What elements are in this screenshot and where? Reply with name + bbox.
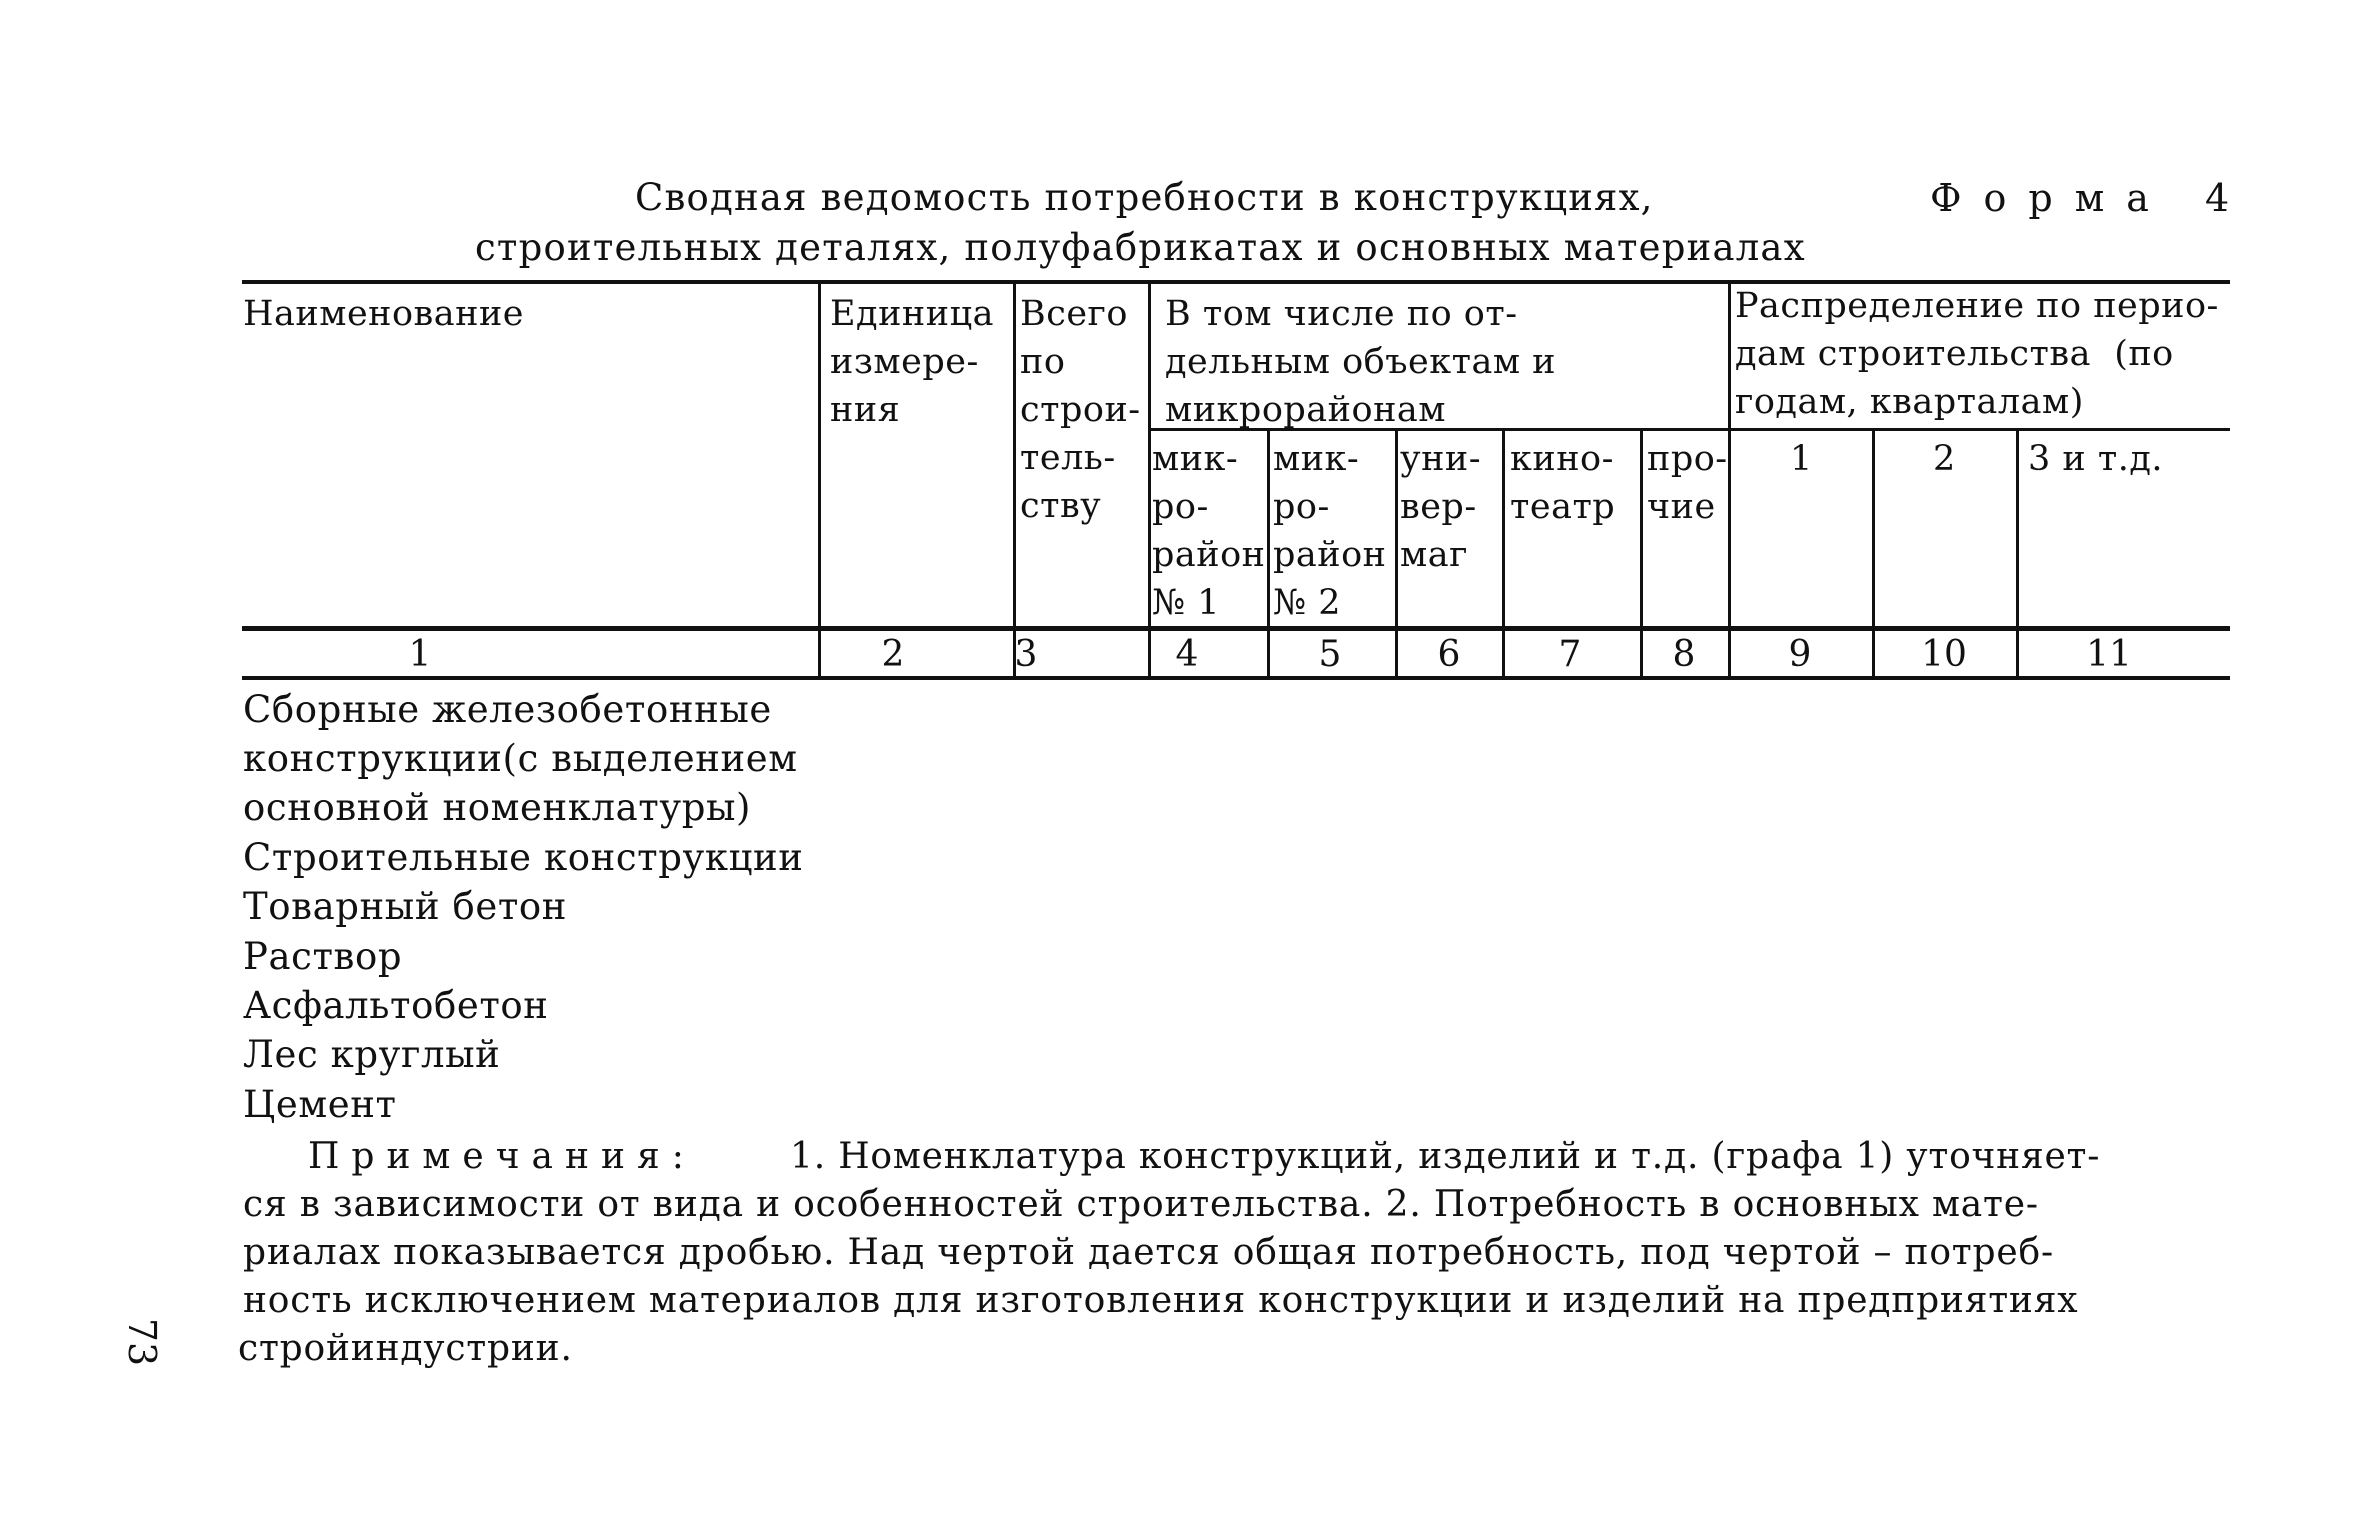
notes-line: 1. Номенклатура конструкций, изделий и т.д. (графа 1) уточняет-: [790, 1136, 2101, 1177]
notes-line: стройиндустрии.: [238, 1328, 573, 1369]
list-item: Асфальтобетон: [243, 984, 549, 1027]
list-item: Цемент: [243, 1083, 397, 1126]
list-item: Раствор: [243, 935, 403, 978]
header-micro-1: мик- ро- район № 1: [1152, 439, 1266, 623]
header-micro-2: мик- ро- район № 2: [1273, 439, 1387, 623]
header-total: Всего по строи- тель- ству: [1020, 294, 1141, 526]
header-period-2: 2: [1933, 439, 1956, 479]
list-item: конструкции(с выделением: [243, 737, 798, 780]
column-number: 8: [1672, 634, 1696, 675]
column-number: 3: [1014, 634, 1038, 675]
header-cinema: кино- театр: [1510, 439, 1616, 527]
header-distribution: Распределение по перио- дам строительства (по годам, кварталам): [1735, 286, 2219, 422]
page-number: 73: [120, 1317, 165, 1367]
notes-line: риалах показывается дробью. Над чертой дается общая потребность, под чертой – потреб-: [243, 1232, 2054, 1273]
column-number: 7: [1558, 634, 1582, 675]
header-period-3: 3 и т.д.: [2028, 439, 2164, 479]
column-number: 1: [408, 634, 432, 675]
header-univermag: уни- вер- маг: [1400, 439, 1482, 575]
header-name: Наименование: [243, 294, 524, 334]
notes-line: ся в зависимости от вида и особенностей строительства. 2. Потребность в основных мате-: [243, 1184, 2039, 1225]
column-number: 10: [1921, 634, 1967, 675]
form-label: Форма 4: [1930, 176, 2252, 220]
header-objects: В том числе по от- дельным объектам и микрорайонам: [1165, 294, 1556, 430]
list-item: Сборные железобетонные: [243, 688, 772, 731]
list-item: основной номенклатуры): [243, 786, 752, 829]
list-item: Товарный бетон: [243, 885, 568, 928]
column-number: 2: [881, 634, 905, 675]
header-period-1: 1: [1790, 439, 1813, 479]
column-number: 11: [2086, 634, 2132, 675]
list-item: Строительные конструкции: [243, 836, 804, 879]
column-number: 4: [1175, 634, 1199, 675]
header-unit: Единица измере- ния: [830, 294, 994, 430]
header-other: про- чие: [1647, 439, 1728, 527]
column-number: 9: [1788, 634, 1812, 675]
title-line-2: строительных деталях, полуфабрикатах и основных материалах: [475, 226, 1806, 269]
notes-label: Примечания:: [308, 1136, 696, 1177]
column-number: 5: [1318, 634, 1342, 675]
list-item: Лес круглый: [243, 1033, 501, 1076]
notes-line: ность исключением материалов для изготовления конструкции и изделий на предприятиях: [243, 1280, 2079, 1321]
column-number: 6: [1437, 634, 1461, 675]
title-line-1: Сводная ведомость потребности в конструкциях,: [635, 176, 1654, 219]
